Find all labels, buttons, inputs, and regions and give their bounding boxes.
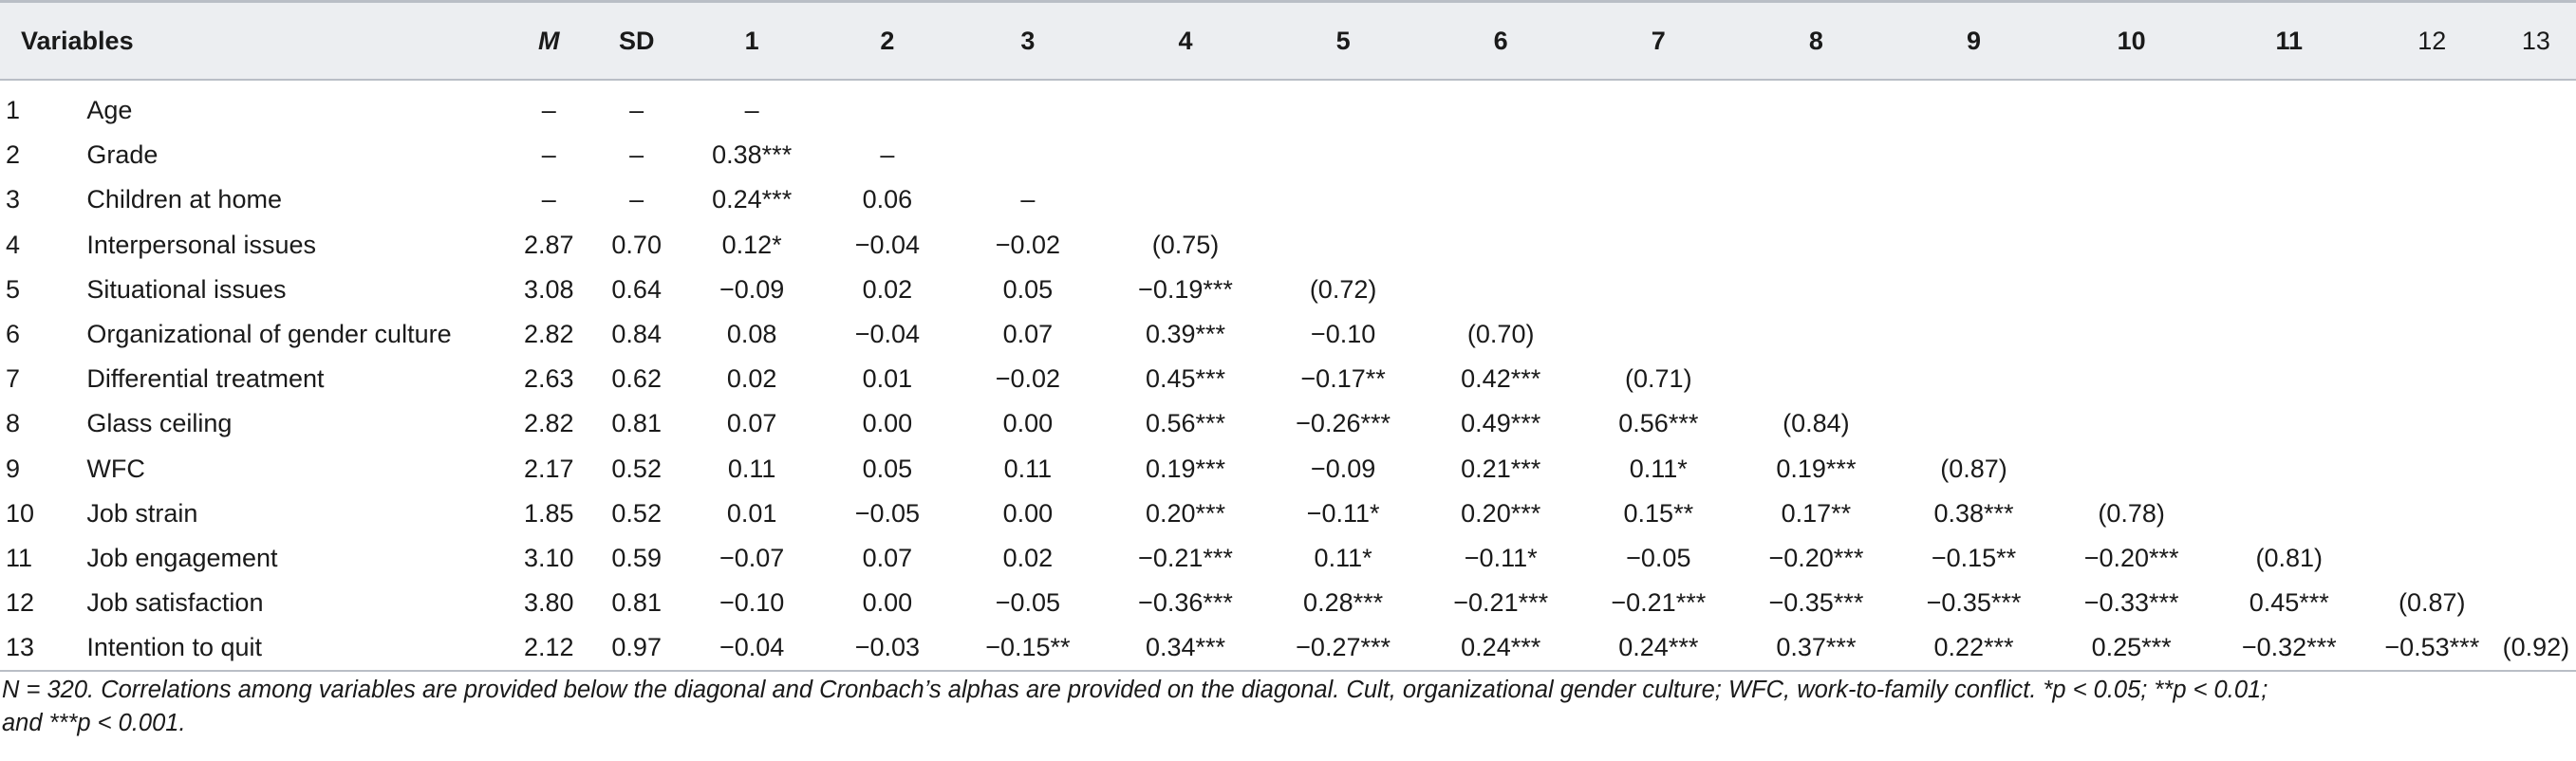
correlation-cell-2 <box>826 80 949 133</box>
correlation-cell-3: 0.00 <box>1002 409 1054 438</box>
correlation-cell-13 <box>2496 536 2576 581</box>
correlation-cell-9 <box>1895 268 2052 312</box>
correlation-cell-12 <box>2368 80 2496 133</box>
correlation-cell-3: 0.07 <box>1002 320 1054 349</box>
table-body <box>0 80 2576 671</box>
sd-cell: 0.84 <box>611 320 662 349</box>
correlation-cell-7 <box>1579 80 1737 133</box>
sd-cell: – <box>629 185 644 214</box>
correlation-cell-1: 0.38*** <box>712 140 793 170</box>
correlation-cell-3: 0.02 <box>1002 543 1054 572</box>
correlation-cell-8 <box>1737 80 1895 133</box>
correlation-cell-13: (0.92) <box>2496 625 2576 671</box>
table-row <box>0 268 2576 312</box>
sd-cell: 0.81 <box>611 588 662 618</box>
correlation-cell-1: −0.09 <box>719 274 785 304</box>
mean-cell: 3.10 <box>524 543 574 572</box>
row-number: 5 <box>6 274 21 304</box>
correlation-cell-9: (0.87) <box>1940 454 2007 483</box>
correlation-cell-9 <box>1895 357 2052 401</box>
mean-cell: – <box>541 185 556 214</box>
variable-name: Job engagement <box>86 543 278 572</box>
correlation-cell-4: 0.45*** <box>1145 364 1226 394</box>
correlation-cell-7 <box>1579 223 1737 268</box>
correlation-cell-9: −0.35*** <box>1926 588 2022 618</box>
correlation-cell-7: 0.56*** <box>1618 409 1699 438</box>
table-row <box>0 536 2576 581</box>
correlation-cell-11 <box>2211 401 2368 446</box>
correlation-cell-7 <box>1579 177 1737 222</box>
correlation-cell-2: 0.00 <box>862 588 913 618</box>
correlation-cell-13 <box>2496 268 2576 312</box>
correlation-cell-6: (0.70) <box>1466 320 1535 349</box>
correlation-cell-10: −0.33*** <box>2083 588 2179 618</box>
correlation-cell-12 <box>2368 268 2496 312</box>
correlation-cell-11 <box>2211 80 2368 133</box>
row-number: 3 <box>6 185 21 214</box>
correlation-cell-13 <box>2496 357 2576 401</box>
variable-name: WFC <box>86 454 145 483</box>
correlation-cell-10 <box>2053 447 2211 492</box>
correlation-cell-10: (0.78) <box>2098 498 2165 528</box>
correlation-cell-5 <box>1264 133 1422 177</box>
sd-cell: 0.81 <box>611 409 662 438</box>
sd-cell: – <box>629 140 644 170</box>
correlation-cell-7: −0.21*** <box>1611 588 1707 618</box>
variable-name: Situational issues <box>86 274 287 304</box>
correlation-cell-10: −0.20*** <box>2083 543 2179 572</box>
correlation-cell-13 <box>2496 133 2576 177</box>
correlation-cell-3: 0.05 <box>1002 274 1054 304</box>
correlation-cell-6 <box>1422 223 1579 268</box>
correlation-cell-13 <box>2496 581 2576 625</box>
correlation-cell-5 <box>1264 80 1422 133</box>
correlation-cell-8 <box>1737 312 1895 357</box>
correlation-cell-4: 0.39*** <box>1145 320 1226 349</box>
header-col-11: 11 <box>2211 2 2368 81</box>
table-row <box>0 80 2576 133</box>
correlation-cell-7: 0.11* <box>1629 454 1688 483</box>
correlation-cell-8 <box>1737 177 1895 222</box>
correlation-cell-12 <box>2368 447 2496 492</box>
correlation-cell-12 <box>2368 133 2496 177</box>
variable-name: Intention to quit <box>86 625 502 671</box>
correlation-cell-9: −0.15** <box>1931 543 2017 572</box>
sd-cell: 0.62 <box>611 364 662 394</box>
table-row <box>0 357 2576 401</box>
correlation-cell-6: 0.42*** <box>1461 364 1541 394</box>
mean-cell: 3.08 <box>524 274 574 304</box>
row-number: 10 <box>6 498 35 528</box>
correlation-cell-1: 0.11 <box>727 454 776 483</box>
correlation-cell-11 <box>2211 447 2368 492</box>
correlation-cell-11: 0.45*** <box>2249 588 2329 618</box>
variable-name: Job strain <box>86 498 198 528</box>
correlation-cell-10 <box>2053 133 2211 177</box>
correlation-cell-7 <box>1579 312 1737 357</box>
correlation-cell-1: −0.04 <box>678 625 826 671</box>
correlation-cell-10 <box>2053 312 2211 357</box>
row-number: 2 <box>6 140 21 170</box>
correlation-cell-10: 0.25*** <box>2053 625 2211 671</box>
correlation-cell-3: −0.05 <box>995 588 1061 618</box>
header-col-5: 5 <box>1264 2 1422 81</box>
correlation-cell-6: −0.11* <box>1464 543 1538 572</box>
correlation-cell-13 <box>2496 223 2576 268</box>
correlation-cell-9 <box>1895 401 2052 446</box>
correlation-cell-8: (0.84) <box>1783 409 1850 438</box>
correlation-cell-9 <box>1895 312 2052 357</box>
correlation-cell-13 <box>2496 80 2576 133</box>
correlation-cell-12 <box>2368 177 2496 222</box>
correlation-cell-11 <box>2211 357 2368 401</box>
table-note-line-2: and ***p < 0.001. <box>2 710 186 736</box>
row-number: 13 <box>0 625 86 671</box>
mean-cell: – <box>541 140 556 170</box>
correlation-cell-1: 0.07 <box>726 409 777 438</box>
correlation-cell-11 <box>2211 268 2368 312</box>
correlation-cell-11: −0.32*** <box>2211 625 2368 671</box>
correlation-cell-2: 0.01 <box>862 364 913 394</box>
correlation-cell-6: 0.49*** <box>1461 409 1541 438</box>
correlation-cell-6 <box>1422 177 1579 222</box>
correlation-cell-2: 0.02 <box>862 274 913 304</box>
row-number: 8 <box>6 409 21 438</box>
correlation-cell-9: 0.38*** <box>1933 498 2014 528</box>
table-row <box>0 492 2576 536</box>
correlation-cell-6: 0.24*** <box>1422 625 1579 671</box>
correlation-cell-3 <box>949 80 1107 133</box>
correlation-cell-6 <box>1422 268 1579 312</box>
header-sd: SD <box>595 2 678 81</box>
correlation-cell-5: −0.26*** <box>1296 409 1391 438</box>
correlation-cell-4: 0.20*** <box>1145 498 1226 528</box>
correlation-cell-13 <box>2496 177 2576 222</box>
correlation-cell-11 <box>2211 492 2368 536</box>
sd-cell: 0.52 <box>611 454 662 483</box>
mean-cell: 2.17 <box>524 454 574 483</box>
correlation-cell-8: 0.19*** <box>1776 454 1857 483</box>
correlation-cell-1: 0.24*** <box>712 185 793 214</box>
correlation-cell-5: (0.72) <box>1309 274 1377 304</box>
correlation-cell-2: 0.07 <box>862 543 913 572</box>
correlation-cell-4: −0.36*** <box>1138 588 1233 618</box>
correlation-cell-2: −0.04 <box>854 320 921 349</box>
header-col-12: 12 <box>2368 2 2496 81</box>
correlation-cell-4: −0.19*** <box>1138 274 1233 304</box>
correlation-cell-2: – <box>880 140 895 170</box>
correlation-cell-6: 0.20*** <box>1461 498 1541 528</box>
sd-cell: – <box>629 96 644 125</box>
variable-name: Differential treatment <box>86 364 325 394</box>
table-row <box>0 223 2576 268</box>
correlation-cell-2: −0.03 <box>826 625 949 671</box>
correlation-cell-3: −0.02 <box>995 230 1061 259</box>
correlation-cell-8: 0.17** <box>1781 498 1852 528</box>
correlation-cell-7: 0.15** <box>1623 498 1694 528</box>
sd-cell: 0.97 <box>595 625 678 671</box>
variable-name: Age <box>86 96 133 125</box>
correlation-cell-5: 0.11* <box>1314 543 1372 572</box>
correlation-cell-8: −0.20*** <box>1768 543 1864 572</box>
correlation-cell-11 <box>2211 177 2368 222</box>
variable-name: Job satisfaction <box>86 588 264 618</box>
correlation-cell-13 <box>2496 492 2576 536</box>
correlation-cell-12 <box>2368 312 2496 357</box>
header-col-13: 13 <box>2496 2 2576 81</box>
correlation-cell-2: 0.05 <box>862 454 913 483</box>
correlation-cell-11 <box>2211 133 2368 177</box>
mean-cell: 1.85 <box>524 498 574 528</box>
correlation-cell-4 <box>1107 80 1264 133</box>
mean-cell: 2.82 <box>524 320 574 349</box>
mean-cell: 2.87 <box>524 230 574 259</box>
correlation-cell-9 <box>1895 133 2052 177</box>
correlation-cell-3 <box>949 133 1107 177</box>
row-number: 9 <box>6 454 21 483</box>
correlation-cell-3: – <box>1020 185 1036 214</box>
header-col-10: 10 <box>2053 2 2211 81</box>
header-variables: Variables <box>0 2 503 81</box>
table-row <box>0 133 2576 177</box>
mean-cell: 3.80 <box>524 588 574 618</box>
variable-name: Interpersonal issues <box>86 230 316 259</box>
correlation-cell-7: −0.05 <box>1626 543 1691 572</box>
correlation-cell-8: 0.37*** <box>1737 625 1895 671</box>
correlation-cell-10 <box>2053 80 2211 133</box>
sd-cell: 0.52 <box>611 498 662 528</box>
correlation-cell-5: −0.17** <box>1300 364 1386 394</box>
row-number: 11 <box>6 543 33 572</box>
correlation-cell-2: 0.00 <box>862 409 913 438</box>
correlation-cell-1: −0.07 <box>719 543 785 572</box>
correlation-cell-6 <box>1422 133 1579 177</box>
correlation-cell-2: 0.06 <box>862 185 913 214</box>
correlation-cell-4 <box>1107 133 1264 177</box>
correlation-cell-10 <box>2053 357 2211 401</box>
correlation-cell-5: 0.28*** <box>1303 588 1384 618</box>
correlation-cell-8 <box>1737 268 1895 312</box>
correlation-cell-1: 0.02 <box>726 364 777 394</box>
correlation-cell-10 <box>2053 177 2211 222</box>
header-col-1: 1 <box>678 2 826 81</box>
correlation-cell-9 <box>1895 80 2052 133</box>
correlation-cell-4: 0.19*** <box>1145 454 1226 483</box>
header-mean: M <box>503 2 596 81</box>
variable-name: Glass ceiling <box>86 409 233 438</box>
row-number: 4 <box>6 230 21 259</box>
mean-cell: 2.82 <box>524 409 574 438</box>
header-col-2: 2 <box>826 2 949 81</box>
mean-cell: 2.63 <box>524 364 574 394</box>
correlation-cell-5 <box>1264 223 1422 268</box>
correlation-cell-5 <box>1264 177 1422 222</box>
sd-cell: 0.59 <box>611 543 662 572</box>
correlation-cell-13 <box>2496 401 2576 446</box>
correlation-cell-4: 0.34*** <box>1107 625 1264 671</box>
table-note-line-1: N = 320. Correlations among variables are provided below the diagonal and Cronbach’s alphas are provided on the diagonal. Cult, organizational gender culture; WFC, work-to-family conflict. *p < 0.05; **p < 0.01; <box>2 677 2268 703</box>
correlation-cell-12 <box>2368 536 2496 581</box>
correlation-cell-13 <box>2496 312 2576 357</box>
correlation-cell-12: −0.53*** <box>2368 625 2496 671</box>
mean-cell: 2.12 <box>503 625 596 671</box>
table-row <box>0 625 2576 671</box>
sd-cell: 0.64 <box>611 274 662 304</box>
correlation-cell-1: 0.01 <box>726 498 777 528</box>
table-row <box>0 581 2576 625</box>
correlation-cell-5: −0.11* <box>1306 498 1380 528</box>
variable-name: Grade <box>86 140 159 170</box>
table-row <box>0 312 2576 357</box>
correlation-cell-3: −0.02 <box>995 364 1061 394</box>
correlation-cell-4 <box>1107 177 1264 222</box>
correlation-cell-3: 0.00 <box>1002 498 1054 528</box>
correlation-cell-1: 0.12* <box>721 230 782 259</box>
header-col-3: 3 <box>949 2 1107 81</box>
correlation-cell-6 <box>1422 80 1579 133</box>
correlation-cell-6: 0.21*** <box>1461 454 1541 483</box>
row-number: 1 <box>6 96 21 125</box>
correlation-cell-11 <box>2211 312 2368 357</box>
correlation-cell-7 <box>1579 133 1737 177</box>
correlation-cell-6: −0.21*** <box>1453 588 1549 618</box>
header-col-9: 9 <box>1895 2 2052 81</box>
correlation-cell-2: −0.05 <box>854 498 921 528</box>
correlation-cell-5: −0.27*** <box>1264 625 1422 671</box>
header-col-6: 6 <box>1422 2 1579 81</box>
correlation-cell-5: −0.10 <box>1310 320 1376 349</box>
header-col-8: 8 <box>1737 2 1895 81</box>
correlation-cell-12 <box>2368 401 2496 446</box>
correlation-cell-3: 0.11 <box>1003 454 1053 483</box>
correlation-cell-7 <box>1579 268 1737 312</box>
correlation-cell-1: −0.10 <box>719 588 785 618</box>
row-number: 7 <box>6 364 21 394</box>
correlation-cell-1: – <box>744 96 759 125</box>
correlation-cell-8: −0.35*** <box>1768 588 1864 618</box>
correlation-cell-5: −0.09 <box>1310 454 1376 483</box>
header-col-7: 7 <box>1579 2 1737 81</box>
correlation-cell-7: (0.71) <box>1625 364 1692 394</box>
correlation-cell-12: (0.87) <box>2399 588 2466 618</box>
correlation-cell-12 <box>2368 357 2496 401</box>
correlation-cell-10 <box>2053 401 2211 446</box>
correlation-cell-12 <box>2368 492 2496 536</box>
variable-name: Children at home <box>86 185 282 214</box>
table-row <box>0 177 2576 222</box>
header-col-4: 4 <box>1107 2 1264 81</box>
header-row <box>0 2 2576 81</box>
correlation-cell-8 <box>1737 133 1895 177</box>
correlation-cell-9 <box>1895 223 2052 268</box>
table-note <box>2 674 2565 740</box>
correlation-cell-10 <box>2053 268 2211 312</box>
correlation-cell-3: −0.15** <box>949 625 1107 671</box>
correlation-cell-4: 0.56*** <box>1145 409 1226 438</box>
correlation-cell-10 <box>2053 223 2211 268</box>
correlation-cell-11 <box>2211 223 2368 268</box>
correlation-cell-8 <box>1737 223 1895 268</box>
row-number: 6 <box>6 320 21 349</box>
correlation-cell-7: 0.24*** <box>1579 625 1737 671</box>
correlation-cell-2: −0.04 <box>854 230 921 259</box>
correlation-cell-9 <box>1895 177 2052 222</box>
correlation-cell-4: −0.21*** <box>1138 543 1233 572</box>
correlation-cell-4: (0.75) <box>1151 230 1220 259</box>
correlation-cell-11: (0.81) <box>2255 543 2324 572</box>
table-row <box>0 401 2576 446</box>
sd-cell: 0.70 <box>611 230 662 259</box>
mean-cell: – <box>541 96 556 125</box>
correlation-cell-13 <box>2496 447 2576 492</box>
row-number: 12 <box>6 588 35 618</box>
correlation-cell-1: 0.08 <box>726 320 777 349</box>
correlation-cell-12 <box>2368 223 2496 268</box>
table-row <box>0 447 2576 492</box>
correlation-cell-9: 0.22*** <box>1895 625 2052 671</box>
variable-name: Organizational of gender culture <box>86 320 452 349</box>
correlation-cell-8 <box>1737 357 1895 401</box>
